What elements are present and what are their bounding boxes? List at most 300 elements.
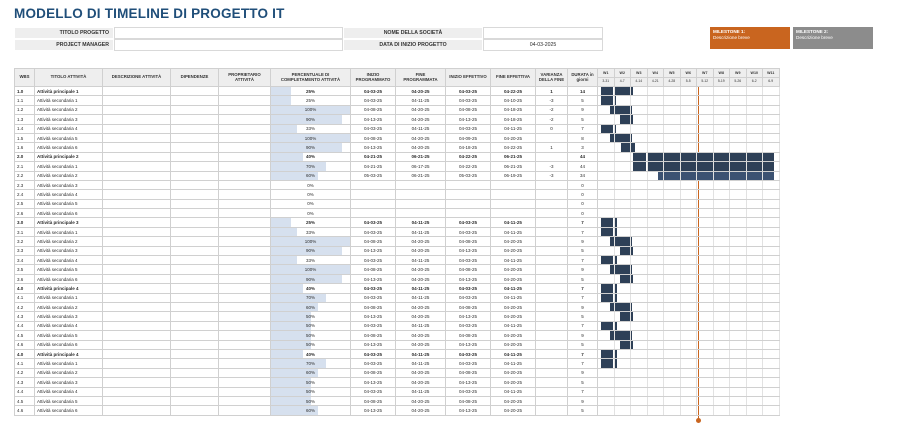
gantt-cell xyxy=(697,378,714,387)
gantt-bar xyxy=(615,96,616,104)
gantt-cell xyxy=(631,105,648,114)
gantt-cell xyxy=(746,209,763,218)
gantt-cell xyxy=(697,265,714,274)
table-row[interactable] xyxy=(15,321,780,330)
table-row[interactable] xyxy=(15,218,780,227)
cell: 04-11-25 xyxy=(491,227,536,236)
gantt-bar xyxy=(620,275,630,283)
cell: 04-18-25 xyxy=(446,143,491,152)
percent-complete-cell xyxy=(271,359,351,368)
gantt-cell xyxy=(746,331,763,340)
gantt-cell xyxy=(598,302,615,311)
gantt-cell xyxy=(697,124,714,133)
cell xyxy=(103,349,171,358)
cell: -2 xyxy=(536,115,568,124)
gantt-cell xyxy=(631,378,648,387)
gantt-cell xyxy=(631,180,648,189)
project-title-value[interactable] xyxy=(114,27,343,39)
cell xyxy=(219,387,271,396)
gantt-cell xyxy=(598,406,615,415)
table-row[interactable] xyxy=(15,359,780,368)
gantt-cell xyxy=(730,87,747,96)
gantt-cell xyxy=(713,340,730,349)
cell xyxy=(103,378,171,387)
gantt-cell xyxy=(614,246,631,255)
gantt-cell xyxy=(664,387,681,396)
gantt-bar xyxy=(620,312,630,320)
table-row[interactable] xyxy=(15,331,780,340)
week-header: W2 xyxy=(614,69,631,78)
cell: 04-03-25 xyxy=(446,96,491,105)
cell xyxy=(219,227,271,236)
cell: 3.1 xyxy=(15,227,35,236)
cell xyxy=(103,152,171,161)
table-row[interactable] xyxy=(15,256,780,265)
table-row[interactable] xyxy=(15,199,780,208)
gantt-cell xyxy=(614,312,631,321)
gantt-cell xyxy=(746,293,763,302)
gantt-cell xyxy=(614,199,631,208)
cell: 04-03-25 xyxy=(446,124,491,133)
table-row[interactable] xyxy=(15,387,780,396)
gantt-bar xyxy=(615,87,631,95)
cell: 04-20-25 xyxy=(396,133,446,142)
cell xyxy=(536,265,568,274)
cell: 04-11-25 xyxy=(491,349,536,358)
cell: 06-17-25 xyxy=(396,162,446,171)
gantt-cell xyxy=(614,133,631,142)
week-subheader: 5-5 xyxy=(680,78,697,87)
table-row[interactable] xyxy=(15,133,780,142)
gantt-bar xyxy=(615,303,631,311)
percent-complete-cell xyxy=(271,180,351,189)
cell xyxy=(536,349,568,358)
table-row[interactable] xyxy=(15,396,780,405)
gantt-cell xyxy=(680,209,697,218)
cell: 7 xyxy=(568,321,598,330)
table-row[interactable] xyxy=(15,274,780,283)
gantt-cell xyxy=(746,171,763,180)
cell xyxy=(536,218,568,227)
cell: 2.1 xyxy=(15,162,35,171)
percent-complete-cell xyxy=(271,152,351,161)
gantt-cell xyxy=(763,237,780,246)
col-header: DESCRIZIONE ATTIVITÀ xyxy=(103,69,171,87)
gantt-cell xyxy=(697,340,714,349)
table-row[interactable] xyxy=(15,227,780,236)
cell: 04-20-25 xyxy=(396,265,446,274)
gantt-cell xyxy=(713,302,730,311)
gantt-cell xyxy=(746,265,763,274)
cell: 04-03-25 xyxy=(446,87,491,96)
gantt-cell xyxy=(713,105,730,114)
cell xyxy=(219,209,271,218)
cell: 04-13-25 xyxy=(446,115,491,124)
gantt-cell xyxy=(631,406,648,415)
cell xyxy=(103,246,171,255)
gantt-cell xyxy=(631,209,648,218)
gantt-cell xyxy=(598,368,615,377)
cell: 4.4 xyxy=(15,387,35,396)
gantt-cell xyxy=(697,96,714,105)
cell: 04-11-25 xyxy=(396,359,446,368)
gantt-bar xyxy=(648,153,664,161)
cell: Attività secondaria 4 xyxy=(35,124,103,133)
gantt-cell xyxy=(713,349,730,358)
table-row[interactable] xyxy=(15,209,780,218)
gantt-bar xyxy=(615,237,631,245)
table-row[interactable] xyxy=(15,237,780,246)
company-name-value[interactable] xyxy=(483,27,603,39)
gantt-cell xyxy=(598,312,615,321)
gantt-cell xyxy=(631,265,648,274)
cell xyxy=(536,180,568,189)
cell: 04-08-25 xyxy=(351,302,396,311)
gantt-cell xyxy=(746,274,763,283)
cell: 04-11-25 xyxy=(396,284,446,293)
gantt-cell xyxy=(614,293,631,302)
gantt-cell xyxy=(746,133,763,142)
gantt-cell xyxy=(730,133,747,142)
percent-fill xyxy=(271,359,326,367)
gantt-cell xyxy=(713,171,730,180)
gantt-cell xyxy=(631,349,648,358)
gantt-cell xyxy=(730,312,747,321)
col-header: TITOLO ATTIVITÀ xyxy=(35,69,103,87)
percent-complete-cell xyxy=(271,227,351,236)
cell xyxy=(103,96,171,105)
gantt-bar xyxy=(648,162,664,170)
gantt-cell xyxy=(598,180,615,189)
cell: 5 xyxy=(568,312,598,321)
gantt-cell xyxy=(647,368,664,377)
gantt-cell xyxy=(697,209,714,218)
percent-label: 90% xyxy=(305,116,315,122)
cell xyxy=(396,209,446,218)
gantt-cell xyxy=(746,227,763,236)
gantt-cell xyxy=(664,227,681,236)
gantt-bar xyxy=(601,359,613,367)
col-header: WBS xyxy=(15,69,35,87)
gantt-cell xyxy=(697,180,714,189)
cell: 9 xyxy=(568,396,598,405)
cell xyxy=(351,209,396,218)
gantt-table-head xyxy=(15,69,780,87)
cell xyxy=(219,359,271,368)
gantt-cell xyxy=(746,359,763,368)
cell: 7 xyxy=(568,124,598,133)
cell xyxy=(103,87,171,96)
gantt-cell xyxy=(763,209,780,218)
cell: 3.6 xyxy=(15,274,35,283)
cell: 04-20-25 xyxy=(396,246,446,255)
table-row[interactable] xyxy=(15,162,780,171)
cell: Attività secondaria 4 xyxy=(35,387,103,396)
table-row[interactable] xyxy=(15,143,780,152)
percent-label: 70% xyxy=(305,163,315,169)
gantt-cell xyxy=(697,152,714,161)
gantt-cell xyxy=(763,406,780,415)
cell: 04-20-25 xyxy=(491,302,536,311)
gantt-bar xyxy=(601,256,613,264)
percent-label: 33% xyxy=(305,126,315,132)
cell: Attività secondaria 2 xyxy=(35,237,103,246)
cell: 04-13-25 xyxy=(351,340,396,349)
table-row[interactable] xyxy=(15,190,780,199)
gantt-cell xyxy=(713,115,730,124)
cell xyxy=(103,237,171,246)
gantt-cell xyxy=(763,105,780,114)
table-row[interactable] xyxy=(15,293,780,302)
cell xyxy=(171,152,219,161)
cell xyxy=(351,190,396,199)
gantt-cell xyxy=(697,406,714,415)
cell: Attività secondaria 3 xyxy=(35,312,103,321)
table-row[interactable] xyxy=(15,180,780,189)
gantt-cell xyxy=(647,190,664,199)
cell xyxy=(103,321,171,330)
gantt-cell xyxy=(647,340,664,349)
gantt-cell xyxy=(631,293,648,302)
gantt-cell xyxy=(647,378,664,387)
gantt-cell xyxy=(730,162,747,171)
cell: 04-11-25 xyxy=(396,96,446,105)
cell xyxy=(103,190,171,199)
gantt-cell xyxy=(598,293,615,302)
cell: 9 xyxy=(568,302,598,311)
project-start-date-value[interactable]: 04-03-2025 xyxy=(483,39,603,51)
percent-label: 60% xyxy=(305,304,315,310)
gantt-cell xyxy=(631,171,648,180)
cell xyxy=(171,256,219,265)
gantt-cell xyxy=(598,387,615,396)
cell: 04-13-25 xyxy=(446,246,491,255)
gantt-cell xyxy=(746,378,763,387)
cell: 7 xyxy=(568,227,598,236)
gantt-cell xyxy=(746,237,763,246)
cell: -3 xyxy=(536,171,568,180)
gantt-cell xyxy=(763,256,780,265)
gantt-cell xyxy=(680,359,697,368)
percent-complete-cell xyxy=(271,237,351,246)
cell: 04-20-25 xyxy=(491,265,536,274)
cell: 04-11-25 xyxy=(491,359,536,368)
gantt-cell xyxy=(647,180,664,189)
gantt-cell xyxy=(647,387,664,396)
gantt-cell xyxy=(598,190,615,199)
gantt-cell xyxy=(680,256,697,265)
gantt-cell xyxy=(713,265,730,274)
cell xyxy=(219,396,271,405)
cell: 9 xyxy=(568,265,598,274)
gantt-cell xyxy=(614,162,631,171)
percent-fill xyxy=(271,96,291,104)
table-row[interactable] xyxy=(15,87,780,96)
cell: 1.6 xyxy=(15,143,35,152)
percent-label: 0% xyxy=(307,182,314,188)
gantt-cell xyxy=(614,368,631,377)
gantt-bar xyxy=(610,265,614,273)
week-header: W11 xyxy=(763,69,780,78)
gantt-cell xyxy=(713,387,730,396)
cell xyxy=(171,190,219,199)
cell xyxy=(171,293,219,302)
week-subheader: 5-26 xyxy=(730,78,747,87)
table-row[interactable] xyxy=(15,96,780,105)
cell xyxy=(536,209,568,218)
gantt-cell xyxy=(730,105,747,114)
gantt-cell xyxy=(598,218,615,227)
table-row[interactable] xyxy=(15,312,780,321)
cell xyxy=(536,293,568,302)
cell xyxy=(536,274,568,283)
gantt-cell xyxy=(614,105,631,114)
cell: Attività secondaria 4 xyxy=(35,256,103,265)
cell xyxy=(491,209,536,218)
cell: 04-11-25 xyxy=(396,349,446,358)
gantt-bar xyxy=(610,331,614,339)
gantt-cell xyxy=(697,274,714,283)
gantt-cell xyxy=(730,209,747,218)
percent-complete-cell xyxy=(271,246,351,255)
cell: 1.1 xyxy=(15,96,35,105)
gantt-cell xyxy=(647,115,664,124)
gantt-cell xyxy=(631,312,648,321)
cell: 4.3 xyxy=(15,312,35,321)
cell: 04-20-25 xyxy=(491,246,536,255)
gantt-cell xyxy=(730,265,747,274)
cell xyxy=(219,368,271,377)
cell xyxy=(103,209,171,218)
table-row[interactable] xyxy=(15,340,780,349)
percent-fill xyxy=(271,378,311,386)
cell xyxy=(103,359,171,368)
gantt-cell xyxy=(680,340,697,349)
percent-label: 40% xyxy=(305,154,315,160)
table-row[interactable] xyxy=(15,284,780,293)
percent-fill xyxy=(271,87,291,95)
gantt-cell xyxy=(713,87,730,96)
gantt-cell xyxy=(730,340,747,349)
cell: Attività secondaria 1 xyxy=(35,359,103,368)
cell: Attività secondaria 5 xyxy=(35,396,103,405)
gantt-cell xyxy=(614,237,631,246)
table-row[interactable] xyxy=(15,246,780,255)
gantt-cell xyxy=(664,302,681,311)
table-row[interactable] xyxy=(15,105,780,114)
gantt-cell xyxy=(763,246,780,255)
cell: 7 xyxy=(568,218,598,227)
gantt-bar xyxy=(615,106,631,114)
cell: 3.2 xyxy=(15,237,35,246)
gantt-cell xyxy=(746,387,763,396)
cell xyxy=(171,378,219,387)
table-row[interactable] xyxy=(15,368,780,377)
table-row[interactable] xyxy=(15,302,780,311)
week-subheader: 4-21 xyxy=(647,78,664,87)
gantt-cell xyxy=(763,124,780,133)
gantt-cell xyxy=(697,359,714,368)
gantt-cell xyxy=(763,190,780,199)
cell: 2.4 xyxy=(15,190,35,199)
gantt-cell xyxy=(614,190,631,199)
cell: 0 xyxy=(568,199,598,208)
gantt-cell xyxy=(614,87,631,96)
table-row[interactable] xyxy=(15,378,780,387)
gantt-bar xyxy=(631,143,635,151)
gantt-cell xyxy=(697,237,714,246)
percent-complete-cell xyxy=(271,218,351,227)
cell: Attività secondaria 5 xyxy=(35,133,103,142)
cell: 04-03-25 xyxy=(351,349,396,358)
gantt-cell xyxy=(730,256,747,265)
cell xyxy=(219,284,271,293)
gantt-cell xyxy=(763,87,780,96)
table-row[interactable] xyxy=(15,124,780,133)
gantt-bar xyxy=(610,134,614,142)
cell: Attività principale 1 xyxy=(35,87,103,96)
percent-label: 60% xyxy=(305,173,315,179)
table-row[interactable] xyxy=(15,171,780,180)
cell xyxy=(103,312,171,321)
gantt-cell xyxy=(763,152,780,161)
gantt-cell xyxy=(647,143,664,152)
percent-fill xyxy=(271,331,311,339)
cell xyxy=(396,199,446,208)
gantt-cell xyxy=(680,406,697,415)
cell: 04-08-25 xyxy=(446,265,491,274)
cell: 4.5 xyxy=(15,331,35,340)
table-row[interactable] xyxy=(15,152,780,161)
gantt-cell xyxy=(680,152,697,161)
gantt-cell xyxy=(680,321,697,330)
gantt-table-body xyxy=(15,87,780,416)
gantt-cell xyxy=(614,396,631,405)
gantt-cell xyxy=(647,256,664,265)
gantt-bar xyxy=(697,162,713,170)
gantt-cell xyxy=(664,246,681,255)
gantt-cell xyxy=(664,321,681,330)
table-row[interactable] xyxy=(15,349,780,358)
cell: 04-13-25 xyxy=(446,378,491,387)
gantt-cell xyxy=(763,331,780,340)
cell: 2.6 xyxy=(15,209,35,218)
table-row[interactable] xyxy=(15,406,780,415)
cell: 04-20-25 xyxy=(396,406,446,415)
table-row[interactable] xyxy=(15,265,780,274)
cell xyxy=(219,246,271,255)
gantt-cell xyxy=(680,396,697,405)
gantt-cell xyxy=(631,256,648,265)
gantt-cell xyxy=(746,340,763,349)
gantt-cell xyxy=(730,293,747,302)
table-row[interactable] xyxy=(15,115,780,124)
gantt-bar xyxy=(601,294,613,302)
cell: 04-08-25 xyxy=(351,133,396,142)
cell xyxy=(219,406,271,415)
project-manager-value[interactable] xyxy=(114,39,343,51)
percent-fill xyxy=(271,350,303,358)
gantt-cell xyxy=(680,115,697,124)
week-header: W10 xyxy=(746,69,763,78)
gantt-cell xyxy=(730,171,747,180)
gantt-bar xyxy=(601,284,613,292)
gantt-cell xyxy=(614,218,631,227)
gantt-cell xyxy=(730,396,747,405)
cell xyxy=(103,218,171,227)
gantt-cell xyxy=(746,180,763,189)
gantt-cell xyxy=(713,133,730,142)
